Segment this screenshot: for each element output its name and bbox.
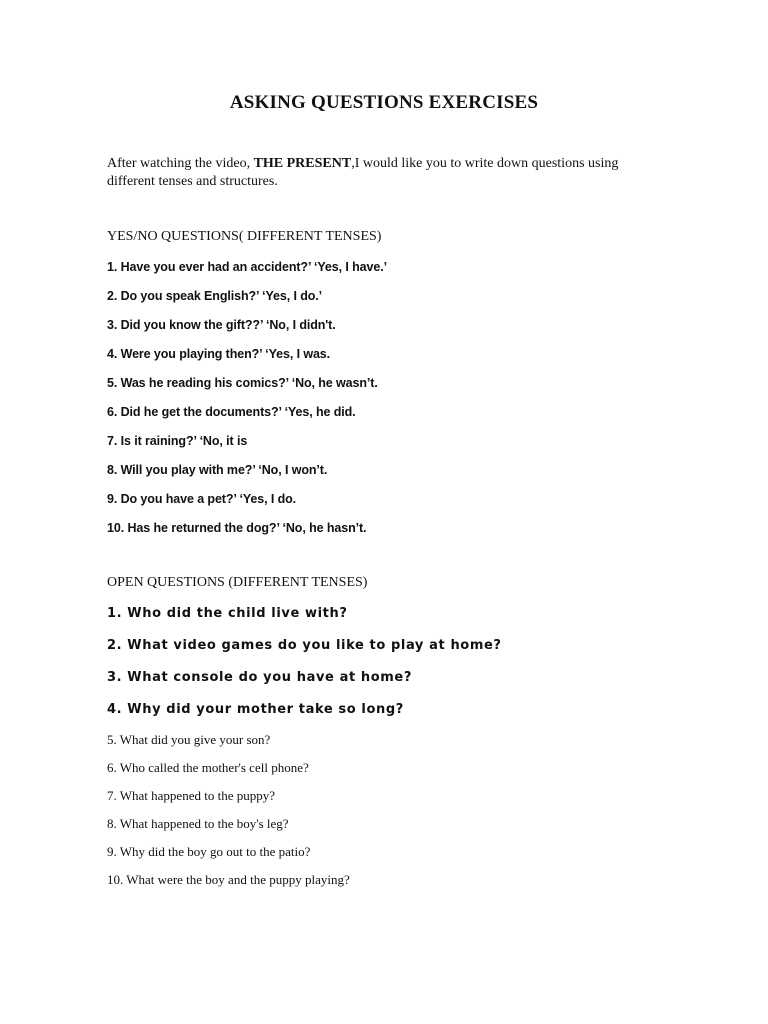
open-questions-heading: OPEN QUESTIONS (DIFFERENT TENSES) [107,575,368,590]
open-question-list-bold [107,604,502,732]
video-title: THE PRESENT [253,156,352,171]
list-item: 10. Has he returned the dog?’ ‘No, he hasn’t. [107,521,367,535]
list-item: 8. What happened to the boy's leg? [107,816,289,831]
list-item: 9. Why did the boy go out to the patio? [107,844,311,859]
list-item: 4. Were you playing then?’ ‘Yes, I was. [107,347,331,361]
document-title: ASKING QUESTIONS EXERCISES [229,92,539,113]
list-item: 1. Who did the child live with? [107,606,348,621]
list-item: 7. Is it raining?’ ‘No, it is [107,434,248,448]
list-item: 2. What video games do you like to play at home? [107,638,502,653]
list-item: 6. Did he get the documents?’ ‘Yes, he did. [107,405,356,419]
list-item: 6. Who called the mother's cell phone? [107,760,309,775]
list-item: 7. What happened to the puppy? [107,788,275,803]
list-item: 5. What did you give your son? [107,732,271,747]
list-item: 8. Will you play with me?’ ‘No, I won’t. [107,463,328,477]
list-item: 5. Was he reading his comics?’ ‘No, he wasn’t. [107,376,378,390]
list-item: 9. Do you have a pet?’ ‘Yes, I do. [107,492,297,506]
list-item: 3. Did you know the gift??’ ‘No, I didn't. [107,318,336,332]
yes-no-heading: YES/NO QUESTIONS( DIFFERENT TENSES) [107,229,382,244]
list-item: 3. What console do you have at home? [107,670,412,685]
list-item: 4. Why did your mother take so long? [107,702,404,717]
intro-paragraph [107,155,647,191]
open-question-list-plain [107,731,350,899]
list-item: 10. What were the boy and the puppy playing? [107,872,350,887]
intro-text-after: ,I would like you to write down questions using different tenses and structures. [107,156,619,189]
intro-text-before: After watching the video, [107,156,254,171]
list-item: 2. Do you speak English?’ ‘Yes, I do.’ [107,289,323,303]
list-item: 1. Have you ever had an accident?’ ‘Yes, I have.’ [107,260,387,274]
yes-no-question-list [107,258,387,548]
